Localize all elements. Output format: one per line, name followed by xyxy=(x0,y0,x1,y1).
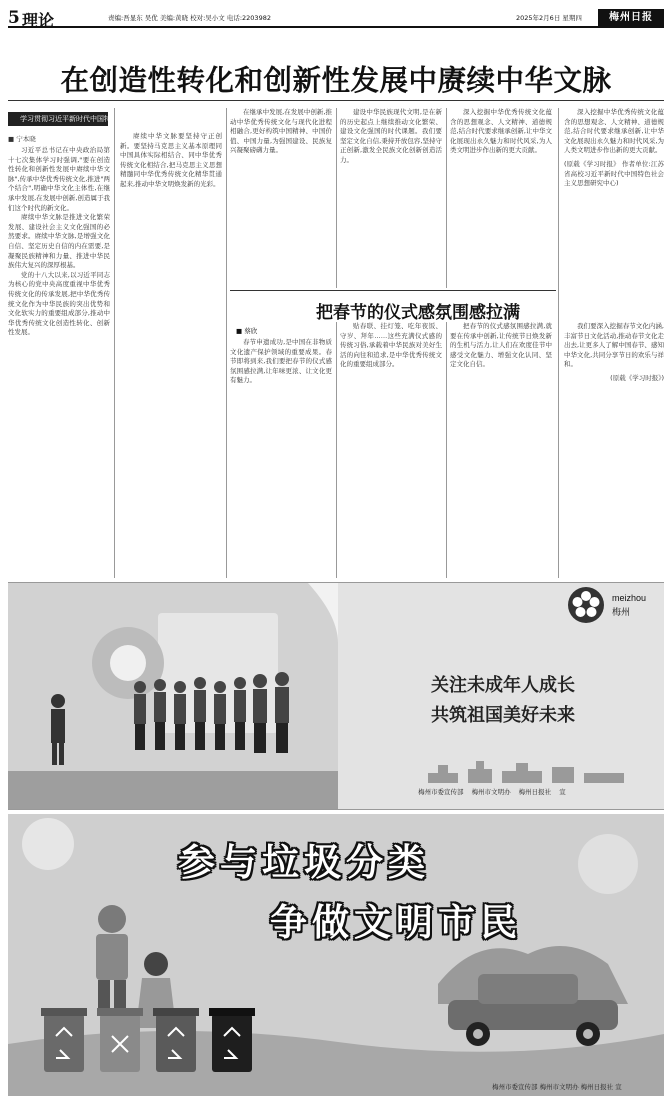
meizhou-logo xyxy=(490,585,660,625)
students-photo xyxy=(8,583,338,810)
page-headline: 在创造性转化和创新性发展中赓续中华文脉 xyxy=(60,63,612,97)
main-article-col-5 xyxy=(450,108,552,288)
main-article-col-4 xyxy=(340,108,442,288)
column-divider xyxy=(446,322,447,578)
main-article-col-2 xyxy=(120,132,222,576)
paragraph: 建设中华民族现代文明,是在新的历史起点上继续推动文化繁荣、建设文化强国的时代课题。我们要坚定文化自信,秉持开放包容,坚持守正创新,激发全民族文化创新创造活力。 xyxy=(340,108,442,164)
festival-col-4 xyxy=(564,322,664,576)
main-article-col-1 xyxy=(8,146,110,576)
column-label: 学习贯彻习近平新时代中国特色社会主义思想 xyxy=(8,112,108,126)
paragraph: 深入挖掘中华优秀传统文化蕴含的思想观念、人文精神、道德规范,结合时代要求继承创新,让中华文化展现出永久魅力和时代风采,为人类文明进步作出新的更大贡献。 xyxy=(450,108,552,155)
festival-col-3 xyxy=(450,322,552,576)
section-number: 5 xyxy=(8,8,20,28)
banner2-credits: 梅州市委宣传部 梅州市文明办 梅州日报社 宣 xyxy=(492,1083,622,1091)
banner2-title-line-2: 争做文明市民 xyxy=(270,900,522,944)
issue-date: 2025年2月6日 星期四 xyxy=(516,14,582,22)
paragraph: 党的十八大以来,以习近平同志为核心的党中央高度重视中华优秀传统文化的传承发展,把中华优秀传统文化作为中华民族的突出优势和文化软实力的重要组成部分,推动中华优秀传统文化创造性转化、创新性发展。 xyxy=(8,270,110,337)
article-area xyxy=(8,108,664,578)
newspaper-logo: 梅州日报 xyxy=(598,9,664,27)
youth-ad-banner xyxy=(8,582,664,810)
main-author: ■ 宁本晓 xyxy=(8,135,36,143)
editors-line: 责编:吾显东 吴优 美编:黄晓 校对:吴小文 电话:2203982 xyxy=(108,14,271,22)
banner2-title-line-1: 参与垃圾分类 xyxy=(178,840,430,884)
paragraph: 春节申遗成功,是中国在非物质文化遗产保护领域的重要成果。春节即将到来,我们要把春节的仪式感氛围感拉满,让年味更浓、让文化更有魅力。 xyxy=(230,338,332,385)
paragraph: 深入挖掘中华优秀传统文化蕴含的思想观念、人文精神、道德规范,结合时代要求继承创新,让中华文化展现出永久魅力和时代风采,为人类文明进步作出新的更大贡献。 xyxy=(564,108,664,155)
slogan-line-2: 共筑祖国美好未来 xyxy=(431,705,575,726)
paragraph: 在继承中发展,在发展中创新,推动中华优秀传统文化与现代化进程相融合,更好构筑中国精神、中国价值、中国力量,为强国建设、民族复兴凝聚磅礴力量。 xyxy=(230,108,332,155)
festival-col-2 xyxy=(340,322,442,576)
column-divider xyxy=(226,108,227,578)
logo-subtext: 梅州 xyxy=(612,607,631,617)
divider xyxy=(230,290,556,291)
section-name: 理论 xyxy=(22,11,55,30)
article-source: (原载《学习时报》) xyxy=(610,373,664,382)
festival-article-title: 把春节的仪式感氛围感拉满 xyxy=(316,303,520,323)
youth-slogan xyxy=(368,671,638,731)
festival-author: ■ 蔡欣 xyxy=(236,327,258,335)
paragraph: 习近平总书记在中央政治局第十七次集体学习时强调,"要在创造性转化和创新性发展中赓续中华文脉",传承中华优秀传统文化,推进"两个结合",明确中华文化主体性,在继承中发展,在发展中创新,创造属于我们这个时代的新文化。 xyxy=(8,146,110,212)
main-article-col-6 xyxy=(564,108,664,308)
article-source: (原载《学习时报》 作者单位:江苏省高校习近平新时代中国特色社会主义思想研究中心) xyxy=(564,159,664,188)
paragraph: 贴春联、挂灯笼、吃年夜饭、守岁、拜年……这些充满仪式感的传统习俗,承载着中华民族对美好生活的向往和追求,是中华优秀传统文化的重要组成部分。 xyxy=(340,322,442,369)
divider xyxy=(8,100,664,101)
banner1-credits: 梅州市委宣传部 梅州市文明办 梅州日报社 宣 xyxy=(418,788,566,796)
festival-col-1 xyxy=(230,338,332,576)
plum-blossom-icon xyxy=(566,585,606,625)
column-divider xyxy=(114,108,115,578)
main-article-col-3 xyxy=(230,108,332,288)
paragraph: 我们要深入挖掘春节文化内涵,丰富节日文化活动,推动春节文化走出去,让更多人了解中国春节、感知中华文化,共同分享节日的欢乐与祥和。 xyxy=(564,322,664,369)
column-divider xyxy=(446,108,447,288)
column-divider xyxy=(336,108,337,288)
garbage-sorting-banner xyxy=(8,814,664,1096)
paragraph: 赓续中华文脉是推进文化繁荣发展、建设社会主义文化强国的必然要求。赓续中华文脉,是增强文化自信、坚定历史自信的内在需要,是凝聚民族精神和力量、推进中华民族伟大复兴的深厚根基。 xyxy=(8,213,110,270)
paragraph: 赓续中华文脉要坚持守正创新。要坚持马克思主义基本原理同中国具体实际相结合、同中华优秀传统文化相结合,把马克思主义思想精髓同中华优秀传统文化精华贯通起来,推动中华文明焕发新的光彩。 xyxy=(120,132,222,188)
slogan-line-1: 关注未成年人成长 xyxy=(431,675,575,696)
paragraph: 把春节的仪式感氛围感拉满,就要在传承中创新,让传统节日焕发新的生机与活力,让人们在欢度佳节中感受文化魅力、增强文化认同、坚定文化自信。 xyxy=(450,322,552,369)
column-divider xyxy=(558,108,559,578)
page-header xyxy=(8,8,664,28)
column-divider xyxy=(336,322,337,578)
logo-text: meizhou xyxy=(612,593,647,603)
students-illustration xyxy=(8,583,338,810)
skyline-icon xyxy=(428,759,628,783)
